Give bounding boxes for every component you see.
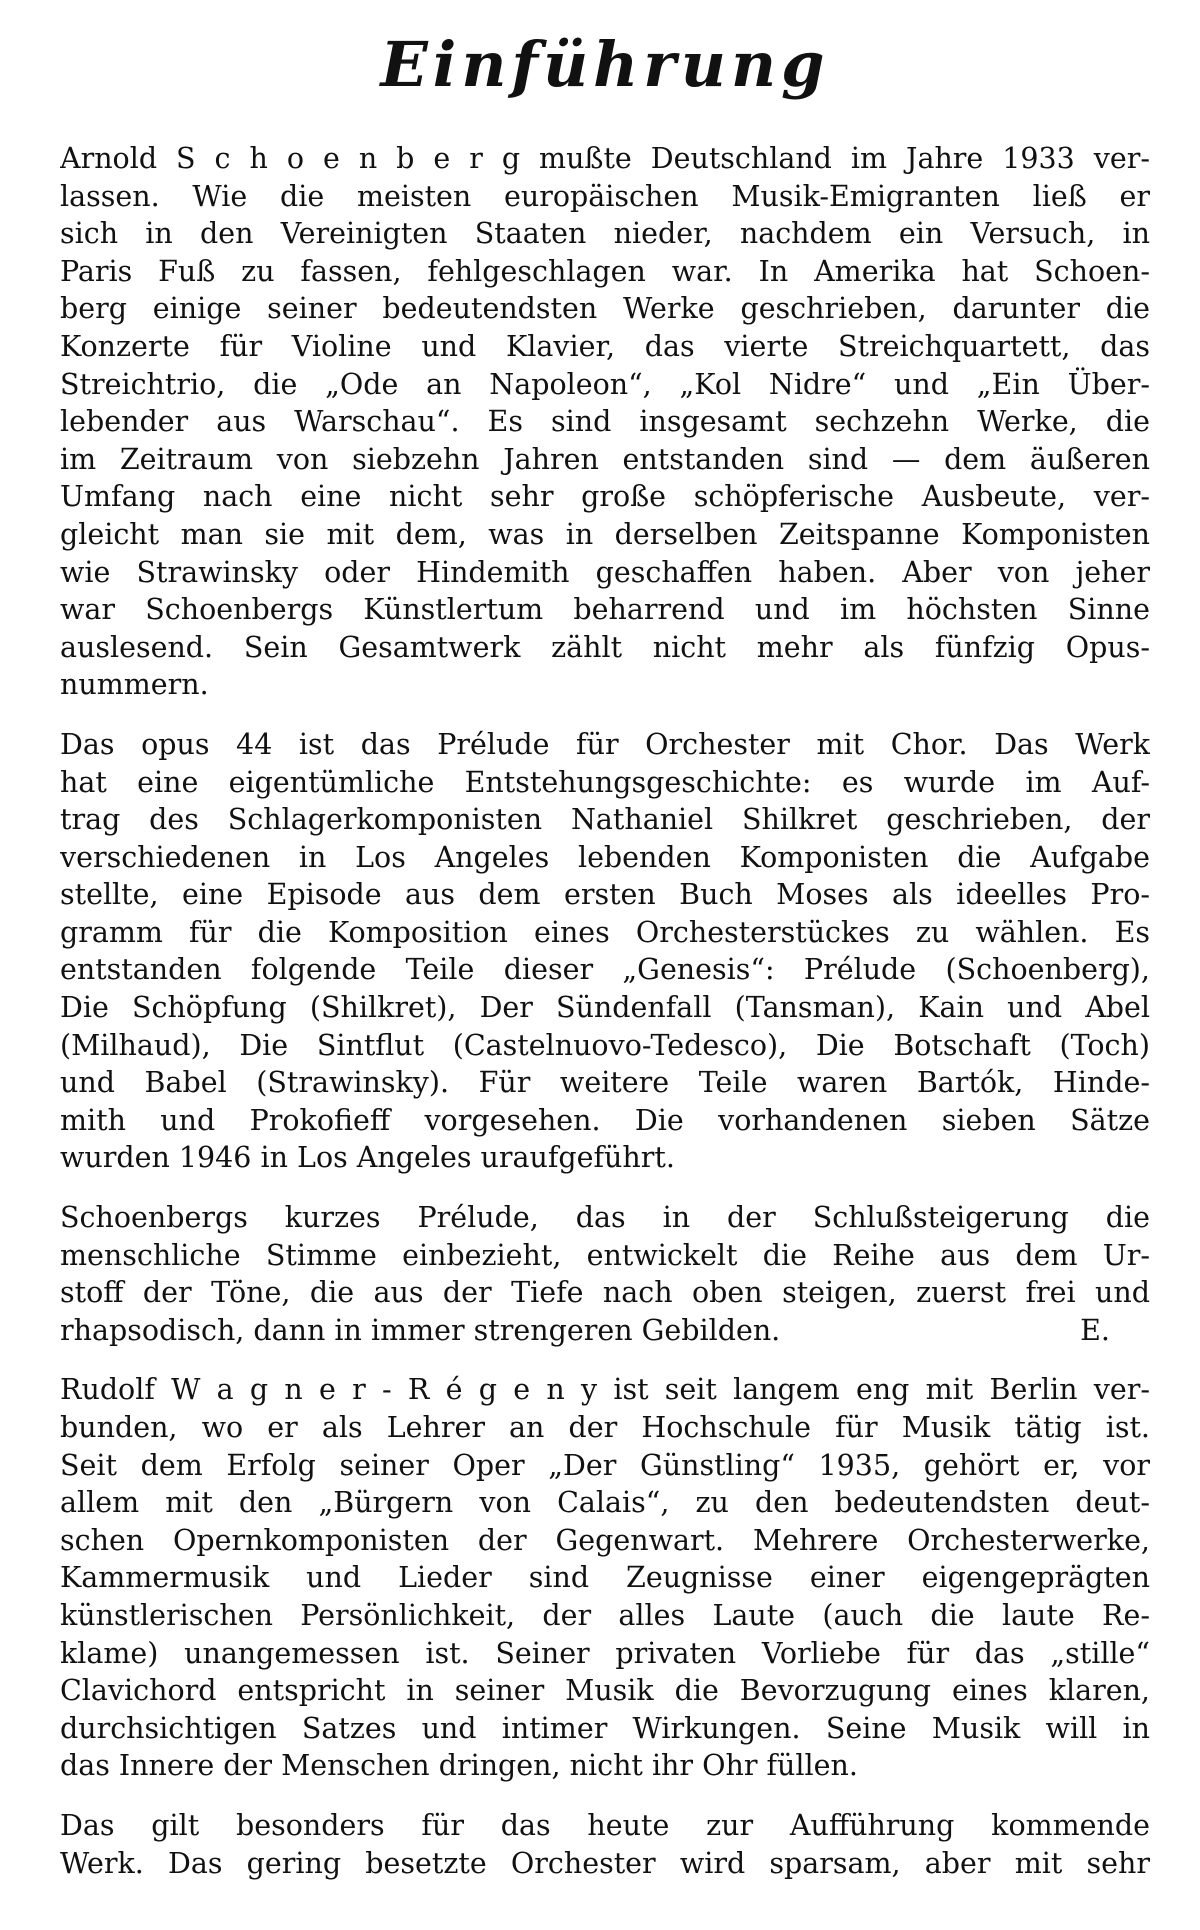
text-line: künstlerischen Persönlichkeit, der alles Laute (auch die laute Re- bbox=[60, 1598, 1150, 1632]
text-line: Das gilt besonders für das heute zur Aufführung kommende bbox=[60, 1808, 1150, 1842]
text-line: Paris Fuß zu fassen, fehlgeschlagen war. In Amerika hat Schoen- bbox=[60, 254, 1150, 288]
text-line: menschliche Stimme einbezieht, entwickelt die Reihe aus dem Ur- bbox=[60, 1238, 1150, 1272]
document-body bbox=[60, 140, 1150, 1882]
paragraph bbox=[60, 726, 1150, 1177]
paragraph bbox=[60, 1371, 1150, 1785]
text-line: gleicht man sie mit dem, was in derselben Zeitspanne Komponisten bbox=[60, 517, 1150, 551]
text-line: (Milhaud), Die Sintflut (Castelnuovo-Tedesco), Die Botschaft (Toch) bbox=[60, 1028, 1150, 1062]
text-line: Konzerte für Violine und Klavier, das vierte Streichquartett, das bbox=[60, 329, 1150, 363]
paragraph bbox=[60, 1199, 1150, 1349]
author-initial: E. bbox=[1080, 1313, 1110, 1347]
text-line: schen Opernkomponisten der Gegenwart. Mehrere Orchesterwerke, bbox=[60, 1523, 1150, 1557]
text-line: durchsichtigen Satzes und intimer Wirkungen. Seine Musik will in bbox=[60, 1711, 1150, 1745]
text-line: Das opus 44 ist das Prélude für Orchester mit Chor. Das Werk bbox=[60, 727, 1150, 761]
text-line: sich in den Vereinigten Staaten nieder, nachdem ein Versuch, in bbox=[60, 217, 1150, 251]
text-line: verschiedenen in Los Angeles lebenden Komponisten die Aufgabe bbox=[60, 840, 1150, 874]
text-line: im Zeitraum von siebzehn Jahren entstanden sind — dem äußeren bbox=[60, 442, 1150, 476]
text-line: allem mit den „Bürgern von Calais“, zu den bedeutendsten deut- bbox=[60, 1486, 1150, 1520]
text-line: berg einige seiner bedeutendsten Werke geschrieben, darunter die bbox=[60, 292, 1150, 326]
text-line: Clavichord entspricht in seiner Musik die Bevorzugung eines klaren, bbox=[60, 1674, 1150, 1708]
text-line: wurden 1946 in Los Angeles uraufgeführt. bbox=[60, 1141, 675, 1175]
text-line: Werk. Das gering besetzte Orchester wird sparsam, aber mit sehr bbox=[60, 1846, 1150, 1880]
text-line: das Innere der Menschen dringen, nicht ihr Ohr füllen. bbox=[60, 1749, 858, 1783]
text-line: Umfang nach eine nicht sehr große schöpferische Ausbeute, ver- bbox=[60, 480, 1150, 514]
text-line: Die Schöpfung (Shilkret), Der Sündenfall (Tansman), Kain und Abel bbox=[60, 991, 1150, 1025]
text-line: auslesend. Sein Gesamtwerk zählt nicht mehr als fünfzig Opus- bbox=[60, 630, 1150, 664]
text-line: Schoenbergs kurzes Prélude, das in der Schlußsteigerung die bbox=[60, 1201, 1150, 1235]
text-line: Seit dem Erfolg seiner Oper „Der Günstling“ 1935, gehört er, vor bbox=[60, 1448, 1150, 1482]
text-line: lassen. Wie die meisten europäischen Musik-Emigranten ließ er bbox=[60, 179, 1150, 213]
text-line: war Schoenbergs Künstlertum beharrend und im höchsten Sinne bbox=[60, 593, 1150, 627]
text-line: wie Strawinsky oder Hindemith geschaffen haben. Aber von jeher bbox=[60, 555, 1150, 589]
text-line: lebender aus Warschau“. Es sind insgesamt sechzehn Werke, die bbox=[60, 405, 1150, 439]
text-line: und Babel (Strawinsky). Für weitere Teile waren Bartók, Hinde- bbox=[60, 1066, 1150, 1100]
paragraph bbox=[60, 1807, 1150, 1882]
text-line: trag des Schlagerkomponisten Nathaniel Shilkret geschrieben, der bbox=[60, 803, 1150, 837]
text-line: mith und Prokofieff vorgesehen. Die vorhandenen sieben Sätze bbox=[60, 1103, 1150, 1137]
text-line: rhapsodisch, dann in immer strengeren Gebilden. E. bbox=[60, 1312, 1150, 1350]
text-line: Streichtrio, die „Ode an Napoleon“, „Kol Nidre“ und „Ein Über- bbox=[60, 367, 1150, 401]
document-page bbox=[60, 30, 1150, 1904]
text-line: stellte, eine Episode aus dem ersten Buch Moses als ideelles Pro- bbox=[60, 878, 1150, 912]
text-line: Arnold S c h o e n b e r g mußte Deutschland im Jahre 1933 ver- bbox=[60, 142, 1150, 175]
paragraph bbox=[60, 140, 1150, 704]
text-line: stoff der Töne, die aus der Tiefe nach oben steigen, zuerst frei und bbox=[60, 1276, 1150, 1310]
text-line: klame) unangemessen ist. Seiner privaten Vorliebe für das „stille“ bbox=[60, 1636, 1150, 1670]
text-line: bunden, wo er als Lehrer an der Hochschule für Musik tätig ist. bbox=[60, 1411, 1150, 1444]
text-line: entstanden folgende Teile dieser „Genesis“: Prélude (Schoenberg), bbox=[60, 953, 1150, 987]
text-line: gramm für die Komposition eines Orchesterstückes zu wählen. Es bbox=[60, 915, 1150, 949]
text-line: hat eine eigentümliche Entstehungsgeschichte: es wurde im Auf- bbox=[60, 765, 1150, 799]
text-line: Kammermusik und Lieder sind Zeugnisse einer eigengeprägten bbox=[60, 1561, 1150, 1595]
page-title: Einführung bbox=[380, 28, 830, 101]
text-line: Rudolf W a g n e r - R é g e n y ist seit langem eng mit Berlin ver- bbox=[60, 1373, 1150, 1407]
text-line: nummern. bbox=[60, 668, 209, 702]
